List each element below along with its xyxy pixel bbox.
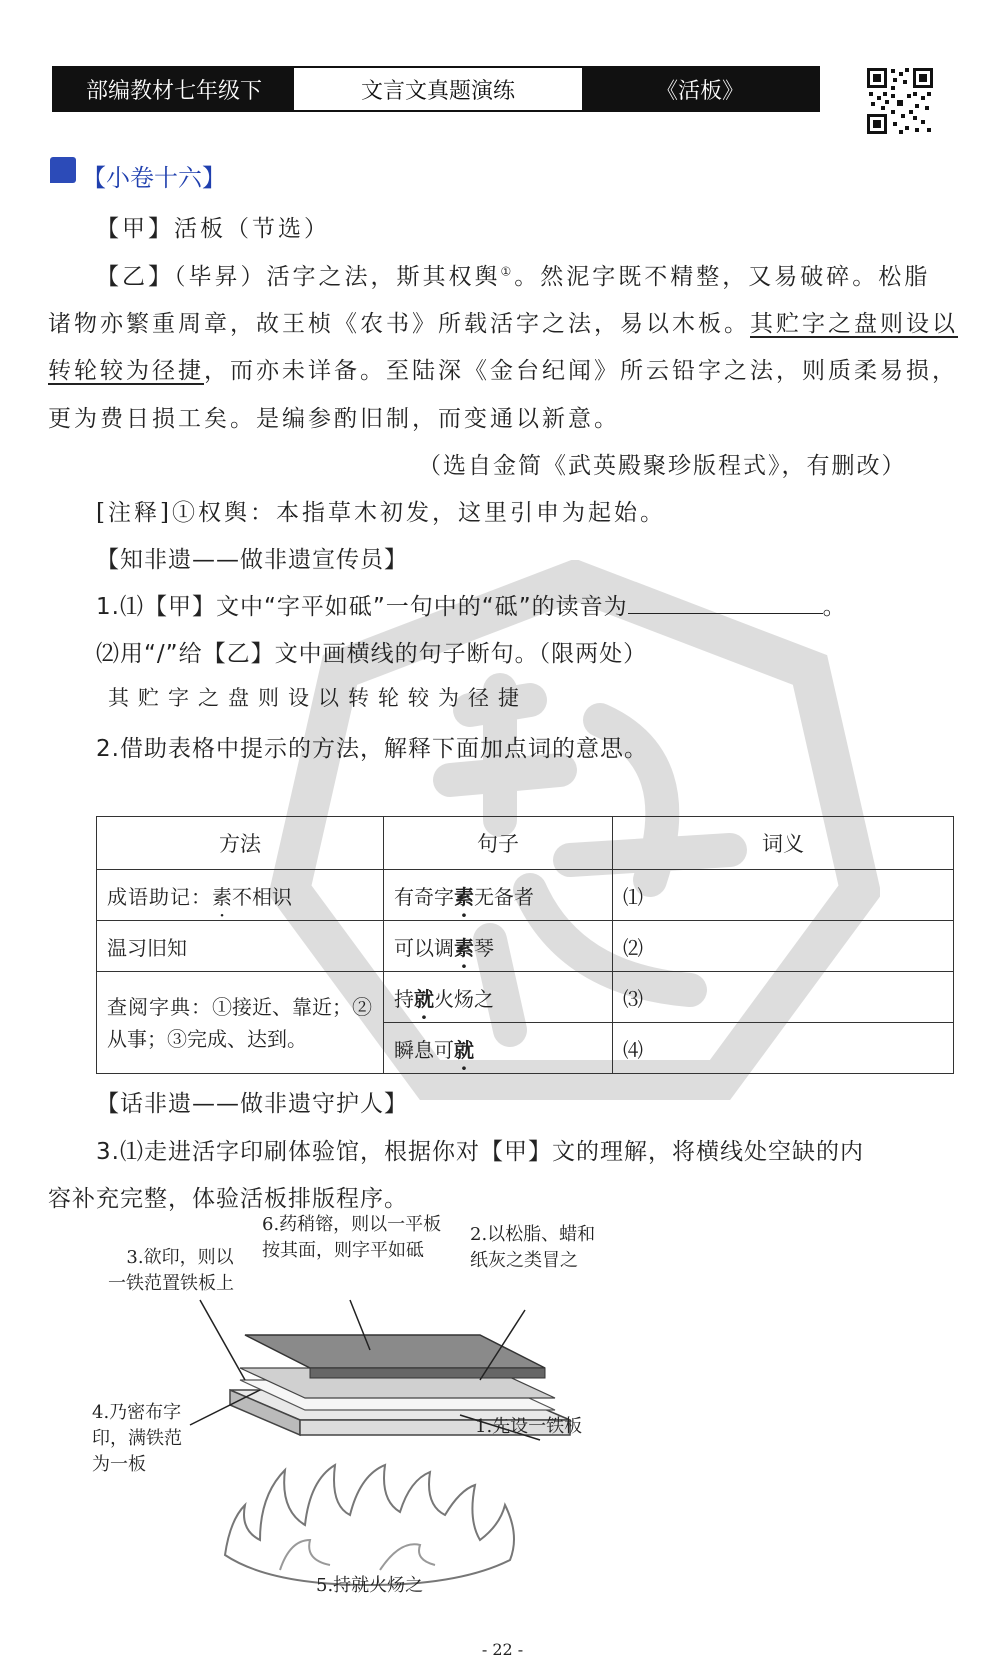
header-grade: 部编教材七年级下 bbox=[54, 68, 294, 110]
sentence-text: 无备者 bbox=[474, 884, 534, 909]
header-lesson: 《活板》 bbox=[582, 68, 818, 110]
dotted-char: 就 bbox=[454, 1037, 474, 1062]
yi-line-2 bbox=[48, 305, 958, 338]
dotted-char: 素 bbox=[454, 935, 474, 960]
meaning-number: ⑷ bbox=[623, 1037, 643, 1062]
sentence-cell bbox=[384, 972, 613, 1023]
meaning-number: ⑵ bbox=[623, 935, 643, 960]
section-title: 【小卷十六】 bbox=[82, 164, 226, 192]
page-number: - 22 - bbox=[481, 1640, 524, 1659]
qr-code-icon bbox=[865, 66, 935, 136]
yi-line-3 bbox=[48, 352, 958, 385]
yi-text: 诸物亦繁重周章，故王桢《农书》所载活字之法，易以木板。 bbox=[48, 311, 750, 337]
method-label: 成语助记： bbox=[107, 884, 212, 909]
jia-title: 【甲】活板（节选） bbox=[96, 216, 330, 242]
annotation-note: [注释]①权舆：本指草木初发，这里引申为起始。 bbox=[96, 500, 666, 526]
dotted-char: 素 bbox=[454, 884, 474, 909]
question-text: 。 bbox=[822, 594, 847, 620]
sentence-text: 火炀之 bbox=[434, 986, 494, 1011]
yi-line-1 bbox=[96, 258, 930, 291]
table-row bbox=[97, 972, 954, 1023]
method-label: 查阅字典： bbox=[107, 994, 212, 1019]
meaning-cell[interactable] bbox=[613, 870, 954, 921]
header-bar bbox=[52, 66, 820, 112]
note-marker: ① bbox=[500, 264, 515, 279]
question-3-line-2: 容补充完整，体验活板排版程序。 bbox=[48, 1186, 408, 1212]
diagram-step-6: 6.药稍镕，则以一平板 按其面，则字平如砥 bbox=[262, 1214, 442, 1261]
method-text: 从事；③完成、达到。 bbox=[107, 1026, 307, 1051]
sentence-text: 瞬息可 bbox=[394, 1037, 454, 1062]
sentence-text: 持 bbox=[394, 986, 414, 1011]
method-cell bbox=[97, 972, 384, 1074]
meaning-number: ⑶ bbox=[623, 986, 643, 1011]
question-1-1 bbox=[96, 588, 847, 621]
meaning-cell[interactable] bbox=[613, 1023, 954, 1074]
diagram-step-4: 4.乃密布字 印，满铁范 为一板 bbox=[92, 1402, 182, 1475]
yi-line-4: 更为费日损工矣。是编参酌旧制，而变通以新意。 bbox=[48, 406, 620, 432]
diagram-step-1: 1.先设一铁板 bbox=[475, 1416, 583, 1437]
section-heading bbox=[50, 158, 226, 193]
diagram-step-5: 5.持就火炀之 bbox=[316, 1575, 424, 1596]
diagram-step-3: 3.欲印，则以 一铁范置铁板上 bbox=[108, 1247, 234, 1294]
bookmark-icon bbox=[50, 157, 76, 183]
question-3-line-1: 3.⑴走进活字印刷体验馆，根据你对【甲】文的理解，将横线处空缺的内 bbox=[96, 1139, 864, 1165]
method-text: 不相识 bbox=[232, 884, 292, 909]
answer-blank[interactable] bbox=[628, 593, 823, 614]
question-2: 2.借助表格中提示的方法，解释下面加点词的意思。 bbox=[96, 736, 648, 762]
part2-title: 【话非遗——做非遗守护人】 bbox=[96, 1091, 408, 1117]
dotted-char: 就 bbox=[414, 986, 434, 1011]
sentence-cell bbox=[384, 870, 613, 921]
table-header-row bbox=[97, 817, 954, 870]
yi-text: ，而亦未详备。至陆深《金台纪闻》所云铅字之法，则质柔易损， bbox=[204, 358, 958, 384]
sentence-cell bbox=[384, 921, 613, 972]
method-cell bbox=[97, 870, 384, 921]
meaning-number: ⑴ bbox=[623, 884, 643, 909]
yi-text: 。然泥字既不精整，又易破碎。松脂 bbox=[514, 264, 931, 290]
question-text: 1.⑴【甲】文中“字平如砥”一句中的“砥”的读音为 bbox=[96, 594, 628, 620]
table-header: 词义 bbox=[613, 817, 954, 870]
yi-text: 【乙】（毕昇）活字之法，斯其权舆 bbox=[96, 264, 501, 290]
header-topic: 文言文真题演练 bbox=[294, 68, 582, 110]
method-text: ①接近、靠近；② bbox=[212, 994, 372, 1019]
part1-title: 【知非遗——做非遗宣传员】 bbox=[96, 547, 408, 573]
sentence-text: 有奇字 bbox=[394, 884, 454, 909]
question-1-sentence: 其贮字之盘则设以转轮较为径捷 bbox=[108, 686, 528, 710]
sentence-text: 琴 bbox=[474, 935, 494, 960]
underlined-sentence: 其贮字之盘则设以 bbox=[750, 311, 958, 337]
vocab-table bbox=[96, 816, 954, 1074]
meaning-cell[interactable] bbox=[613, 921, 954, 972]
source-citation: （选自金简《武英殿聚珍版程式》，有删改） bbox=[418, 453, 907, 479]
dotted-char: 素 bbox=[212, 884, 232, 909]
table-row bbox=[97, 870, 954, 921]
meaning-cell[interactable] bbox=[613, 972, 954, 1023]
sentence-cell bbox=[384, 1023, 613, 1074]
table-header: 句子 bbox=[384, 817, 613, 870]
table-row bbox=[97, 921, 954, 972]
question-1-2: ⑵用“/”给【乙】文中画横线的句子断句。（限两处） bbox=[96, 641, 648, 667]
method-cell: 温习旧知 bbox=[97, 921, 384, 972]
table-header: 方法 bbox=[97, 817, 384, 870]
sentence-text: 可以调 bbox=[394, 935, 454, 960]
diagram-step-2: 2.以松脂、蜡和 纸灰之类冒之 bbox=[470, 1224, 596, 1271]
underlined-sentence: 转轮较为径捷 bbox=[48, 358, 204, 384]
